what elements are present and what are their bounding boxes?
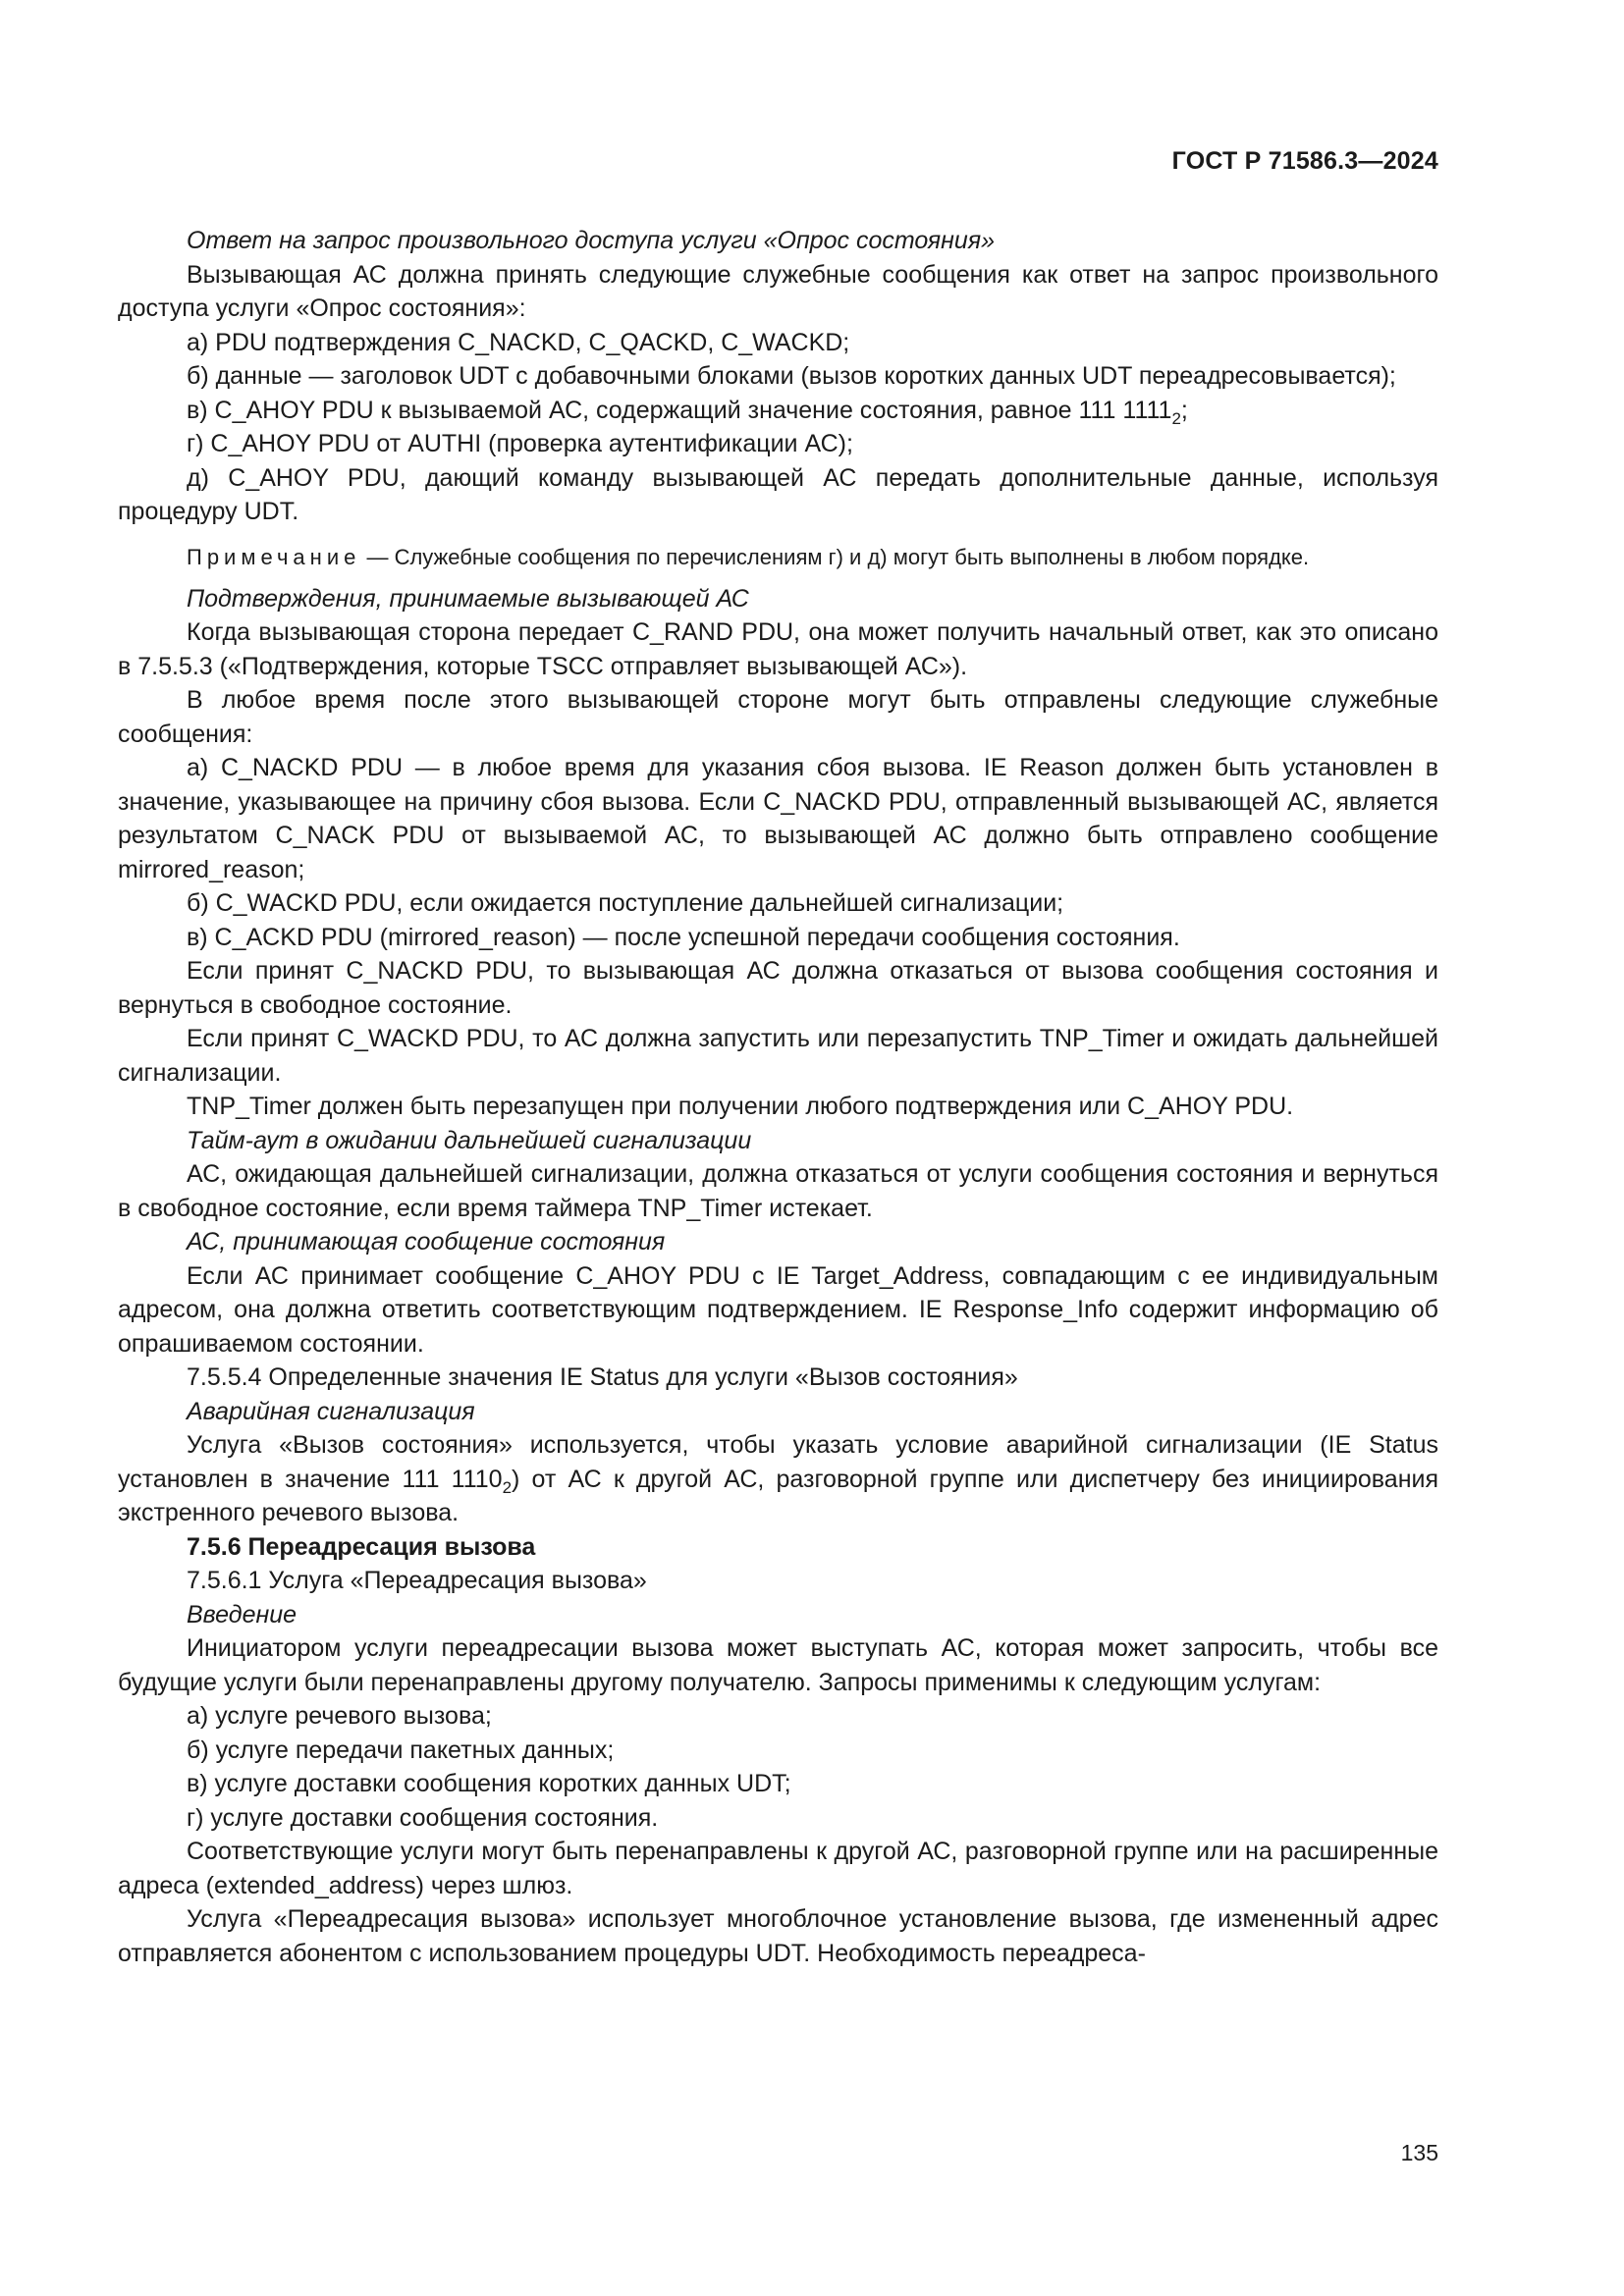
document-id: ГОСТ Р 71586.3—2024 xyxy=(1171,147,1438,175)
paragraph: АС, ожидающая дальнейшей сигнализации, должна отказаться от услуги сообщения состояния и вернуться в свободное состояние, если время таймера TNP_Timer истекает. xyxy=(118,1160,1438,1222)
list-item: б) услуге передачи пакетных данных; xyxy=(187,1735,615,1764)
paragraph: Инициатором услуги переадресации вызова может выступать АС, которая может запросить, чтобы все будущие услуги были перенаправлены другому получателю. Запросы применимы к следующим услугам: xyxy=(118,1634,1438,1696)
paragraph: Услуга «Переадресация вызова» использует многоблочное установление вызова, где измененный адрес отправляется абонентом с использованием процедуры UDT. Необходимость переадреса- xyxy=(118,1905,1438,1967)
list-item: а) C_NACKD PDU — в любое время для указания сбоя вызова. IE Reason должен быть установлен в значение, указывающее на причину сбоя вызова. Если C_NACKD PDU, отправленный вызывающей АС, является результатом C_NACK PDU от вызываемой АС, то вызывающей АС должно быть отправлено сообщение mirrored_reason; xyxy=(118,754,1438,883)
paragraph-text: Услуга «Вызов состояния» используется, чтобы указать условие аварийной сигнализации (IE Status установлен в значение 111 1110 xyxy=(118,1431,1438,1493)
subheading-alarm: Аварийная сигнализация xyxy=(187,1397,475,1425)
page-footer xyxy=(118,2140,1438,2166)
list-item: г) услуге доставки сообщения состояния. xyxy=(187,1803,659,1832)
paragraph: Если АС принимает сообщение C_AHOY PDU с IE Target_Address, совпадающим с ее индивидуальным адресом, она должна ответить соответствующим подтверждением. IE Response_Info содержит информацию об опрашиваемом состоянии. xyxy=(118,1261,1438,1358)
subheading-timeout: Тайм-аут в ожидании дальнейшей сигнализации xyxy=(187,1126,752,1154)
section-heading: 7.5.5.4 Определенные значения IE Status для услуги «Вызов состояния» xyxy=(187,1363,1018,1391)
list-item-text: в) C_AHOY PDU к вызываемой АС, содержащий значение состояния, равное 111 1111 xyxy=(187,396,1172,424)
page-number: 135 xyxy=(1400,2140,1438,2165)
paragraph: Если принят C_NACKD PDU, то вызывающая АС должна отказаться от вызова сообщения состояния и вернуться в свободное состояние. xyxy=(118,957,1438,1019)
paragraph-text-continued: ) от АС к другой АС, разговорной группе или диспетчеру без инициирования экстренного речевого вызова. xyxy=(118,1465,1439,1526)
list-item: в) услуге доставки сообщения коротких данных UDT; xyxy=(187,1770,791,1797)
document-body xyxy=(118,224,1438,1970)
document-header xyxy=(118,147,1438,176)
paragraph: В любое время после этого вызывающей стороне могут быть отправлены следующие служебные сообщения: xyxy=(118,686,1438,748)
list-item xyxy=(118,394,1438,428)
subheading-introduction: Введение xyxy=(187,1600,298,1629)
subheading-receiving-station: АС, принимающая сообщение состояния xyxy=(187,1228,666,1255)
subscript: 2 xyxy=(1171,408,1181,428)
paragraph: Когда вызывающая сторона передает C_RAND PDU, она может получить начальный ответ, как это описано в 7.5.5.3 («Подтверждения, которые TSCC отправляет вызывающей АС»). xyxy=(118,618,1438,680)
list-item: а) PDU подтверждения C_NACKD, C_QACKD, C_WACKD; xyxy=(187,328,850,356)
note-label: Примечание xyxy=(187,544,361,569)
note-text: — Служебные сообщения по перечислениям г) и д) могут быть выполнены в любом порядке. xyxy=(360,544,1310,569)
subheading-acknowledgements: Подтверждения, принимаемые вызывающей АС xyxy=(187,584,749,613)
list-item: в) C_ACKD PDU (mirrored_reason) — после успешной передачи сообщения состояния. xyxy=(187,923,1180,951)
paragraph: Если принят C_WACKD PDU, то АС должна запустить или перезапустить TNP_Timer и ожидать дальнейшей сигнализации. xyxy=(118,1025,1438,1087)
subheading-status-poll-response: Ответ на запрос произвольного доступа услуги «Опрос состояния» xyxy=(187,227,996,254)
list-item: б) C_WACKD PDU, если ожидается поступление дальнейшей сигнализации; xyxy=(187,889,1064,917)
paragraph: Вызывающая АС должна принять следующие служебные сообщения как ответ на запрос произвольного доступа услуги «Опрос состояния»: xyxy=(118,260,1438,322)
list-item: г) C_AHOY PDU от AUTHI (проверка аутентификации АС); xyxy=(187,430,853,457)
paragraph xyxy=(118,1428,1438,1530)
list-item-tail: ; xyxy=(1180,396,1188,424)
paragraph: Соответствующие услуги могут быть перенаправлены к другой АС, разговорной группе или на расширенные адреса (extended_address) через шлюз. xyxy=(118,1838,1438,1899)
note xyxy=(118,543,1438,572)
list-item: а) услуге речевого вызова; xyxy=(187,1702,492,1730)
section-heading-bold: 7.5.6 Переадресация вызова xyxy=(187,1532,536,1561)
list-item: д) C_AHOY PDU, дающий команду вызывающей АС передать дополнительные данные, используя процедуру UDT. xyxy=(118,463,1438,525)
list-item: б) данные — заголовок UDT с добавочными блоками (вызов коротких данных UDT переадресовывается); xyxy=(187,362,1396,390)
section-heading: 7.5.6.1 Услуга «Переадресация вызова» xyxy=(187,1567,647,1594)
paragraph: TNP_Timer должен быть перезапущен при получении любого подтверждения или C_AHOY PDU. xyxy=(187,1093,1294,1120)
subscript: 2 xyxy=(502,1477,513,1497)
